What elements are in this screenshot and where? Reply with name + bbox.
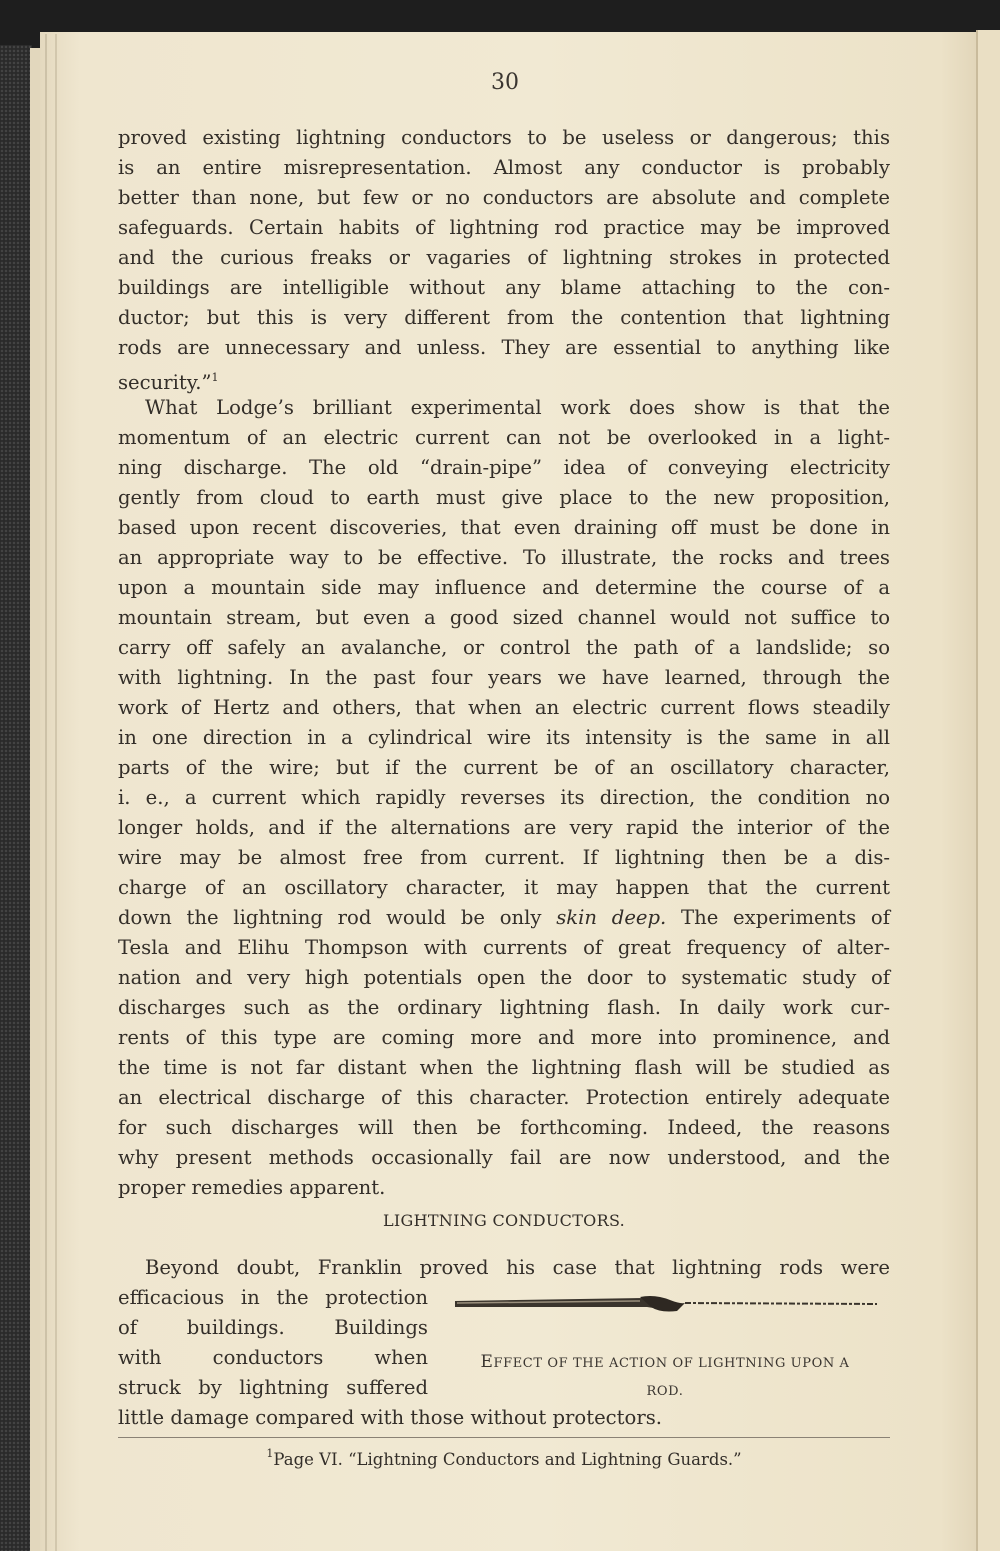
line-text: ning discharge. The old “drain-pipe” idea of conveying electricity bbox=[118, 456, 890, 479]
line-text: for such discharges will then be forthcoming. Indeed, the reasons bbox=[118, 1116, 890, 1139]
text-line bbox=[118, 123, 890, 153]
gutter-line bbox=[45, 34, 47, 1551]
gutter-line bbox=[55, 34, 57, 1551]
text-line bbox=[118, 483, 890, 513]
caption-line: FFECT OF THE ACTION OF LIGHTNING UPON A bbox=[493, 1356, 850, 1371]
text-line bbox=[118, 153, 890, 183]
line-text: the time is not far distant when the lightning flash will be studied as bbox=[118, 1056, 890, 1079]
text-line bbox=[118, 753, 890, 783]
caption-line: ROD. bbox=[646, 1384, 684, 1399]
line-text: down the lightning rod would be only bbox=[118, 906, 557, 929]
text-line bbox=[118, 963, 890, 993]
line-text: The experiments of bbox=[666, 906, 890, 929]
text-line bbox=[118, 783, 890, 813]
section-last-line: little damage compared with those without protectors. bbox=[118, 1406, 662, 1429]
line-text: rents of this type are coming more and more into prominence, and bbox=[118, 1026, 890, 1049]
text-line bbox=[118, 1173, 890, 1203]
text-line bbox=[118, 813, 890, 843]
line-text: better than none, but few or no conductors are absolute and complete bbox=[118, 186, 890, 209]
line-text: wire may be almost free from current. If lightning then be a dis- bbox=[118, 846, 890, 869]
caption-initial: E bbox=[480, 1352, 494, 1372]
text-line bbox=[118, 873, 890, 903]
line-text: discharges such as the ordinary lightning flash. In daily work cur- bbox=[118, 996, 890, 1019]
line-text: in one direction in a cylindrical wire its intensity is the same in all bbox=[118, 726, 890, 749]
text-line bbox=[118, 1023, 890, 1053]
text-line bbox=[118, 333, 890, 363]
line-text: charge of an oscillatory character, it may happen that the current bbox=[118, 876, 890, 899]
line-text: Tesla and Elihu Thompson with currents of great frequency of alter- bbox=[118, 936, 890, 959]
text-line bbox=[118, 423, 890, 453]
line-text: based upon recent discoveries, that even draining off must be done in bbox=[118, 516, 890, 539]
text-line bbox=[118, 1053, 890, 1083]
line-text: security.” bbox=[118, 371, 212, 394]
wrapped-text-column bbox=[118, 1253, 428, 1403]
footnote-divider bbox=[118, 1437, 890, 1438]
line-text: nation and very high potentials open the door to systematic study of bbox=[118, 966, 890, 989]
line-text: safeguards. Certain habits of lightning rod practice may be improved bbox=[118, 216, 890, 239]
page-number: 30 bbox=[491, 70, 519, 95]
text-line bbox=[118, 303, 890, 333]
footnote-reference: 1 bbox=[211, 371, 219, 384]
line-text: What Lodge’s brilliant experimental work does show is that the bbox=[145, 396, 890, 419]
line-text: rods are unnecessary and unless. They are essential to anything like bbox=[118, 336, 890, 359]
line-text: proved existing lightning conductors to be useless or dangerous; this bbox=[118, 126, 890, 149]
footnote bbox=[118, 1440, 890, 1474]
text-line bbox=[118, 663, 890, 693]
section-first-line: Beyond doubt, Franklin proved his case that lightning rods were bbox=[145, 1256, 890, 1279]
line-text: an appropriate way to be effective. To illustrate, the rocks and trees bbox=[118, 546, 890, 569]
text-line bbox=[118, 693, 890, 723]
line-text: work of Hertz and others, that when an electric current flows steadily bbox=[118, 696, 890, 719]
text-line bbox=[118, 183, 890, 213]
line-text: momentum of an electric current can not be overlooked in a light- bbox=[118, 426, 890, 449]
line-text: mountain stream, but even a good sized channel would not suffice to bbox=[118, 606, 890, 629]
text-line bbox=[118, 1113, 890, 1143]
italic-text: skin deep. bbox=[556, 906, 667, 929]
page-edges bbox=[976, 30, 1000, 1551]
figure-caption bbox=[440, 1348, 890, 1406]
body-text bbox=[118, 123, 890, 1203]
line-text: and the curious freaks or vagaries of lightning strokes in protected bbox=[118, 246, 890, 269]
line-text: ductor; but this is very different from the contention that lightning bbox=[118, 306, 890, 329]
line-text: carry off safely an avalanche, or control the path of a landslide; so bbox=[118, 636, 890, 659]
text-line bbox=[118, 543, 890, 573]
text-line bbox=[118, 363, 890, 393]
footnote-marker: 1 bbox=[266, 1447, 274, 1460]
line-text: parts of the wire; but if the current be of an oscillatory character, bbox=[118, 756, 890, 779]
text-line bbox=[118, 903, 890, 933]
text-line bbox=[118, 1083, 890, 1113]
text-line bbox=[118, 213, 890, 243]
line-text: buildings are intelligible without any blame attaching to the con- bbox=[118, 276, 890, 299]
text-line bbox=[118, 243, 890, 273]
text-line bbox=[118, 603, 890, 633]
lightning-rod-illustration bbox=[455, 1295, 877, 1313]
line-text: upon a mountain side may influence and determine the course of a bbox=[118, 576, 890, 599]
text-line bbox=[118, 273, 890, 303]
footnote-text: Page VI. “Lightning Conductors and Lightning Guards.” bbox=[273, 1450, 742, 1469]
text-line: with conductors when bbox=[118, 1346, 428, 1369]
text-line bbox=[118, 513, 890, 543]
book-binding bbox=[0, 45, 32, 1551]
text-line bbox=[118, 573, 890, 603]
text-line bbox=[118, 393, 890, 423]
text-line bbox=[118, 633, 890, 663]
text-line: struck by lightning suffered bbox=[118, 1376, 428, 1399]
section-heading: LIGHTNING CONDUCTORS. bbox=[382, 1211, 626, 1230]
line-text: proper remedies apparent. bbox=[118, 1176, 386, 1199]
line-text: why present methods occasionally fail are now understood, and the bbox=[118, 1146, 890, 1169]
line-text: gently from cloud to earth must give place to the new proposition, bbox=[118, 486, 890, 509]
text-line: of buildings. Buildings bbox=[118, 1316, 428, 1339]
line-text: with lightning. In the past four years we have learned, through the bbox=[118, 666, 890, 689]
line-text: is an entire misrepresentation. Almost any conductor is probably bbox=[118, 156, 890, 179]
text-line: efficacious in the protection bbox=[118, 1286, 428, 1309]
line-text: longer holds, and if the alternations are very rapid the interior of the bbox=[118, 816, 890, 839]
text-line bbox=[118, 933, 890, 963]
text-line bbox=[118, 993, 890, 1023]
text-line bbox=[118, 1143, 890, 1173]
line-text: an electrical discharge of this character. Protection entirely adequate bbox=[118, 1086, 890, 1109]
text-line bbox=[118, 843, 890, 873]
line-text: i. e., a current which rapidly reverses its direction, the condition no bbox=[118, 786, 890, 809]
text-line bbox=[118, 723, 890, 753]
text-line bbox=[118, 453, 890, 483]
